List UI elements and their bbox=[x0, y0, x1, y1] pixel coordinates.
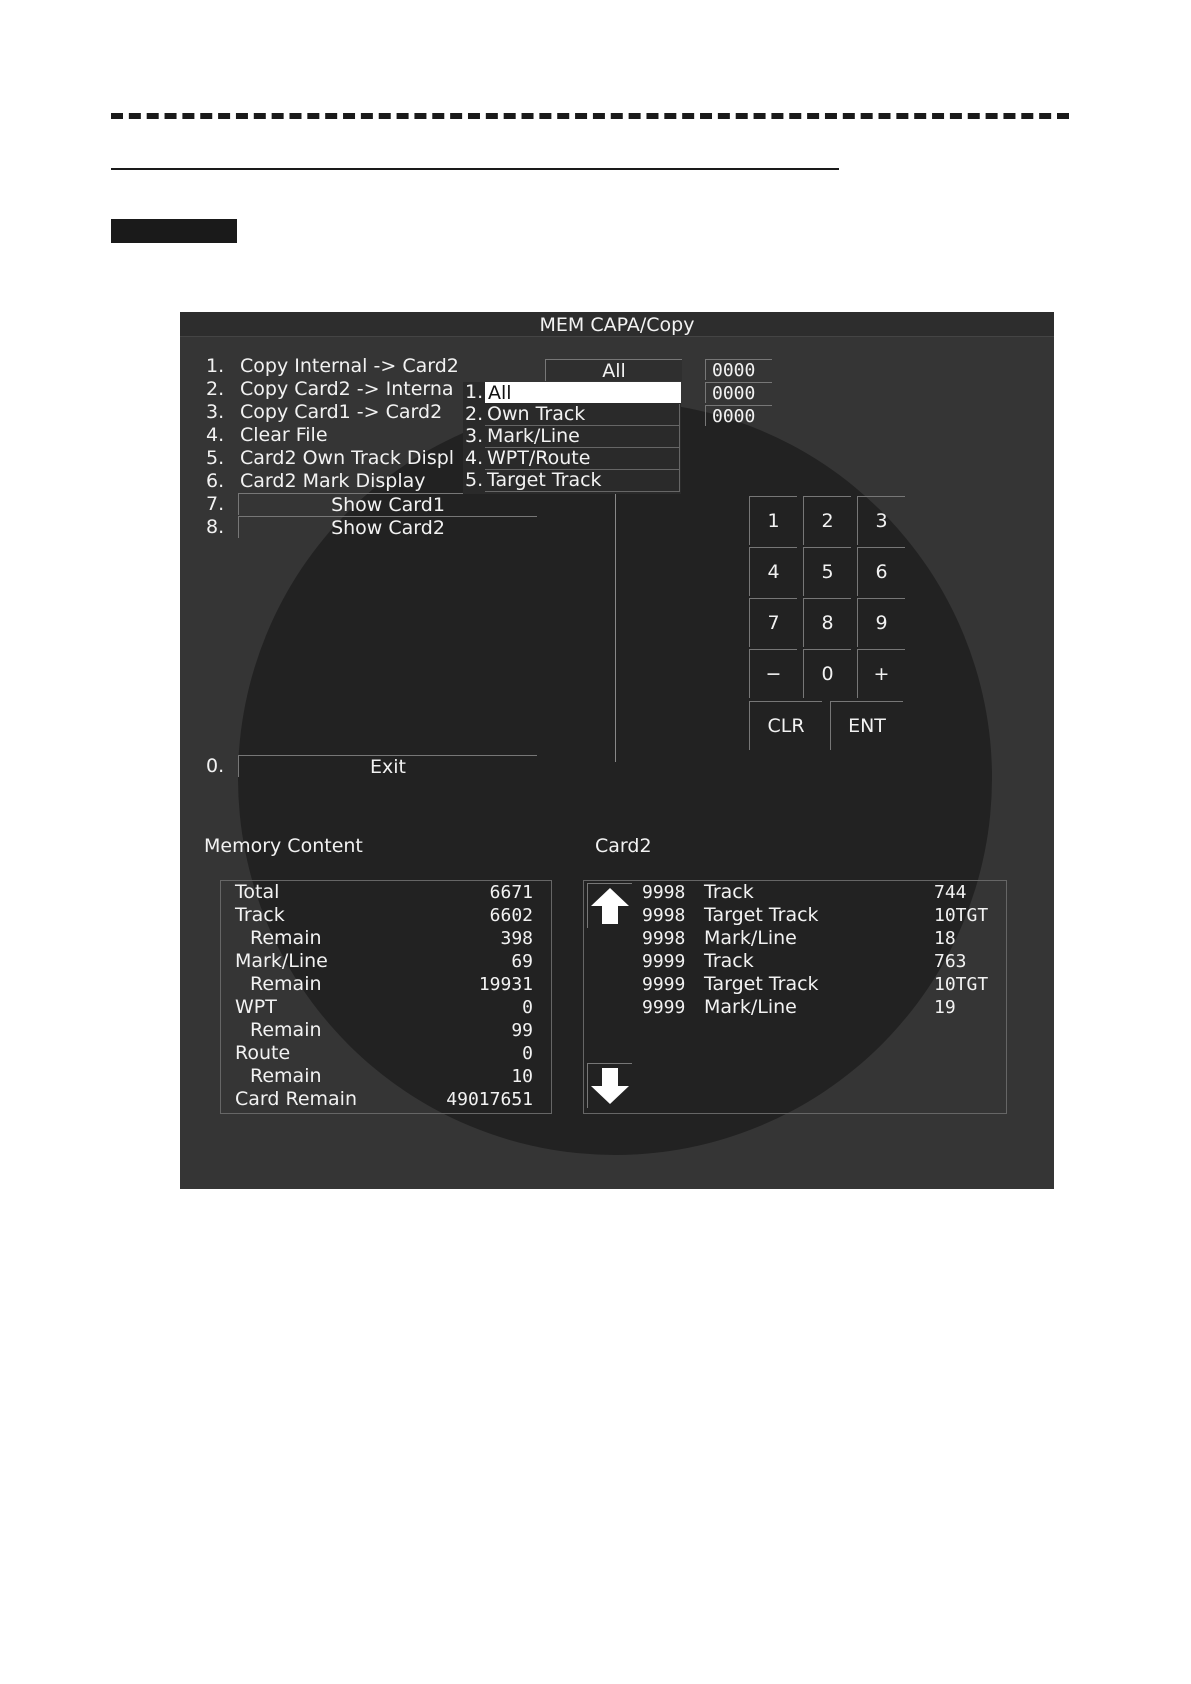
dropdown-option-all[interactable] bbox=[463, 382, 681, 403]
copy-target-dropdown bbox=[463, 382, 681, 494]
file-type: Track bbox=[704, 950, 754, 972]
file-number: 9999 bbox=[642, 997, 686, 1018]
file-size: 10TGT bbox=[934, 974, 989, 995]
file-type: Mark/Line bbox=[704, 996, 797, 1018]
memory-label: WPT bbox=[235, 996, 277, 1018]
file-size: 10TGT bbox=[934, 905, 989, 926]
show-card1-button[interactable]: Show Card1 bbox=[238, 493, 537, 515]
option-number: 1. bbox=[465, 381, 484, 403]
memory-label: Remain bbox=[250, 927, 322, 949]
menu-number: 1. bbox=[206, 355, 225, 377]
card2-file-row[interactable] bbox=[584, 927, 1004, 950]
memory-content-panel bbox=[220, 880, 552, 1114]
option-label: All bbox=[485, 382, 681, 403]
memory-row-wpt-remain bbox=[221, 1019, 549, 1042]
dropdown-option-mark-line[interactable] bbox=[463, 426, 681, 447]
copy-target-select[interactable]: All bbox=[545, 359, 682, 381]
file-size: 19 bbox=[934, 997, 956, 1018]
memory-label: Remain bbox=[250, 1065, 322, 1087]
key-clr[interactable]: CLR bbox=[749, 701, 822, 750]
dropdown-option-wpt-route[interactable] bbox=[463, 448, 681, 469]
show-card2-button[interactable]: Show Card2 bbox=[238, 516, 537, 538]
menu-number: 5. bbox=[206, 447, 225, 469]
menu-label: Clear File bbox=[240, 424, 328, 446]
menu-label: Card2 Own Track Displ bbox=[240, 447, 455, 469]
file-number: 9999 bbox=[642, 974, 686, 995]
memory-label: Track bbox=[235, 904, 285, 926]
arrow-down-icon bbox=[588, 1064, 632, 1108]
option-number: 4. bbox=[465, 447, 484, 469]
option-number: 5. bbox=[465, 469, 484, 491]
counter-copy-internal: 0000 bbox=[705, 359, 772, 380]
memory-content-title: Memory Content bbox=[204, 835, 363, 857]
memory-value: 99 bbox=[511, 1020, 533, 1041]
memory-value: 398 bbox=[500, 928, 533, 949]
menu-number: 7. bbox=[206, 493, 225, 515]
option-number: 3. bbox=[465, 425, 484, 447]
key-0[interactable]: 0 bbox=[803, 649, 851, 698]
card2-file-row[interactable] bbox=[584, 950, 1004, 973]
dropdown-option-target-track[interactable] bbox=[463, 470, 681, 491]
menu-number: 3. bbox=[206, 401, 225, 423]
memory-label: Remain bbox=[250, 973, 322, 995]
file-number: 9998 bbox=[642, 905, 686, 926]
key-7[interactable]: 7 bbox=[749, 598, 797, 647]
menu-number: 8. bbox=[206, 516, 225, 538]
key-minus[interactable]: − bbox=[749, 649, 797, 698]
memory-value: 10 bbox=[511, 1066, 533, 1087]
counter-copy-card2: 0000 bbox=[705, 382, 772, 403]
file-type: Mark/Line bbox=[704, 927, 797, 949]
card2-file-panel bbox=[583, 880, 1007, 1114]
memory-row-route bbox=[221, 1042, 549, 1065]
memory-value: 0 bbox=[522, 1043, 533, 1064]
key-2[interactable]: 2 bbox=[803, 496, 851, 545]
memory-row-route-remain bbox=[221, 1065, 549, 1088]
section-tab-marker bbox=[111, 219, 237, 243]
menu-item-show-card2[interactable] bbox=[180, 516, 740, 539]
option-label: Target Track bbox=[485, 470, 680, 492]
menu-label: Card2 Mark Display bbox=[240, 470, 426, 492]
menu-label: Copy Card2 -> Interna bbox=[240, 378, 454, 400]
key-1[interactable]: 1 bbox=[749, 496, 797, 545]
memory-row-track bbox=[221, 904, 549, 927]
mem-capa-copy-screen bbox=[180, 312, 1054, 1189]
dropdown-option-own-track[interactable] bbox=[463, 404, 681, 425]
memory-row-wpt bbox=[221, 996, 549, 1019]
dashed-header-rule bbox=[111, 113, 1069, 119]
card2-file-row[interactable] bbox=[584, 996, 1004, 1019]
memory-label: Mark/Line bbox=[235, 950, 328, 972]
option-label: WPT/Route bbox=[485, 448, 680, 470]
card2-title: Card2 bbox=[595, 835, 652, 857]
file-type: Track bbox=[704, 881, 754, 903]
key-5[interactable]: 5 bbox=[803, 547, 851, 596]
memory-value: 0 bbox=[522, 997, 533, 1018]
file-size: 763 bbox=[934, 951, 967, 972]
memory-value: 49017651 bbox=[446, 1089, 533, 1110]
memory-value: 6602 bbox=[489, 905, 533, 926]
file-number: 9999 bbox=[642, 951, 686, 972]
option-number: 2. bbox=[465, 403, 484, 425]
section-underline bbox=[111, 168, 839, 170]
key-plus[interactable]: + bbox=[857, 649, 905, 698]
menu-number: 6. bbox=[206, 470, 225, 492]
menu-label: Copy Card1 -> Card2 bbox=[240, 401, 443, 423]
memory-label: Total bbox=[235, 881, 280, 903]
memory-row-total bbox=[221, 881, 549, 904]
file-number: 9998 bbox=[642, 882, 686, 903]
card2-file-row[interactable] bbox=[584, 904, 1004, 927]
file-size: 18 bbox=[934, 928, 956, 949]
key-4[interactable]: 4 bbox=[749, 547, 797, 596]
file-type: Target Track bbox=[704, 973, 819, 995]
key-3[interactable]: 3 bbox=[857, 496, 905, 545]
file-size: 744 bbox=[934, 882, 967, 903]
memory-row-mark-line-remain bbox=[221, 973, 549, 996]
exit-button[interactable]: Exit bbox=[238, 755, 537, 777]
option-label: Mark/Line bbox=[485, 426, 680, 448]
key-9[interactable]: 9 bbox=[857, 598, 905, 647]
card2-file-row[interactable] bbox=[584, 973, 1004, 996]
memory-value: 19931 bbox=[478, 974, 533, 995]
memory-row-track-remain bbox=[221, 927, 549, 950]
menu-item-show-card1[interactable] bbox=[180, 493, 740, 516]
memory-label: Remain bbox=[250, 1019, 322, 1041]
memory-row-card-remain bbox=[221, 1088, 549, 1111]
key-6[interactable]: 6 bbox=[857, 547, 905, 596]
file-number: 9998 bbox=[642, 928, 686, 949]
option-label: Own Track bbox=[485, 404, 680, 426]
key-8[interactable]: 8 bbox=[803, 598, 851, 647]
menu-number: 4. bbox=[206, 424, 225, 446]
key-ent[interactable]: ENT bbox=[830, 701, 903, 750]
memory-label: Route bbox=[235, 1042, 291, 1064]
menu-number: 2. bbox=[206, 378, 225, 400]
memory-row-mark-line bbox=[221, 950, 549, 973]
file-type: Target Track bbox=[704, 904, 819, 926]
counter-copy-card1: 0000 bbox=[705, 405, 772, 426]
memory-label: Card Remain bbox=[235, 1088, 357, 1110]
screen-title: MEM CAPA/Copy bbox=[180, 312, 1054, 337]
memory-value: 69 bbox=[511, 951, 533, 972]
menu-item-exit[interactable] bbox=[180, 755, 740, 778]
menu-number: 0. bbox=[206, 755, 225, 777]
card2-file-row[interactable] bbox=[584, 881, 1004, 904]
menu-label: Copy Internal -> Card2 bbox=[240, 355, 459, 377]
scroll-down-button[interactable] bbox=[587, 1063, 632, 1108]
memory-value: 6671 bbox=[489, 882, 533, 903]
